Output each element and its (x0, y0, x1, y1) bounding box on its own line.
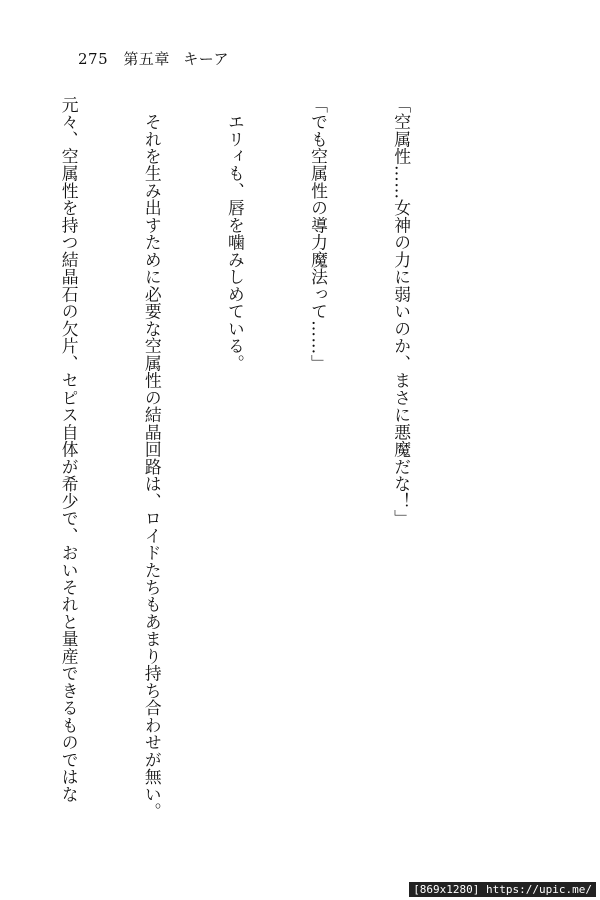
chapter-label: 第五章 (123, 50, 170, 68)
vertical-body-text (54, 96, 470, 841)
running-header (78, 48, 229, 69)
text-line: エリィも、唇を噛みしめている。 (225, 96, 246, 372)
chapter-title: キーア (183, 50, 229, 68)
text-line: 「空属性……女神の力に弱いのか、まさに悪魔だな！」 (391, 96, 412, 527)
watermark-label: [869x1280] https://upic.me/ (409, 882, 596, 897)
text-line: 元々、空属性を持つ結晶石の欠片、セピス自体が希少で、おいそれと量産できるものではな (59, 96, 80, 803)
text-line: それを生み出すために必要な空属性の結晶回路は、ロイドたちもあまり持ち合わせが無い。 (142, 96, 163, 821)
page-number: 275 (78, 50, 109, 68)
text-line: 「でも空属性の導力魔法って……」 (308, 96, 329, 372)
